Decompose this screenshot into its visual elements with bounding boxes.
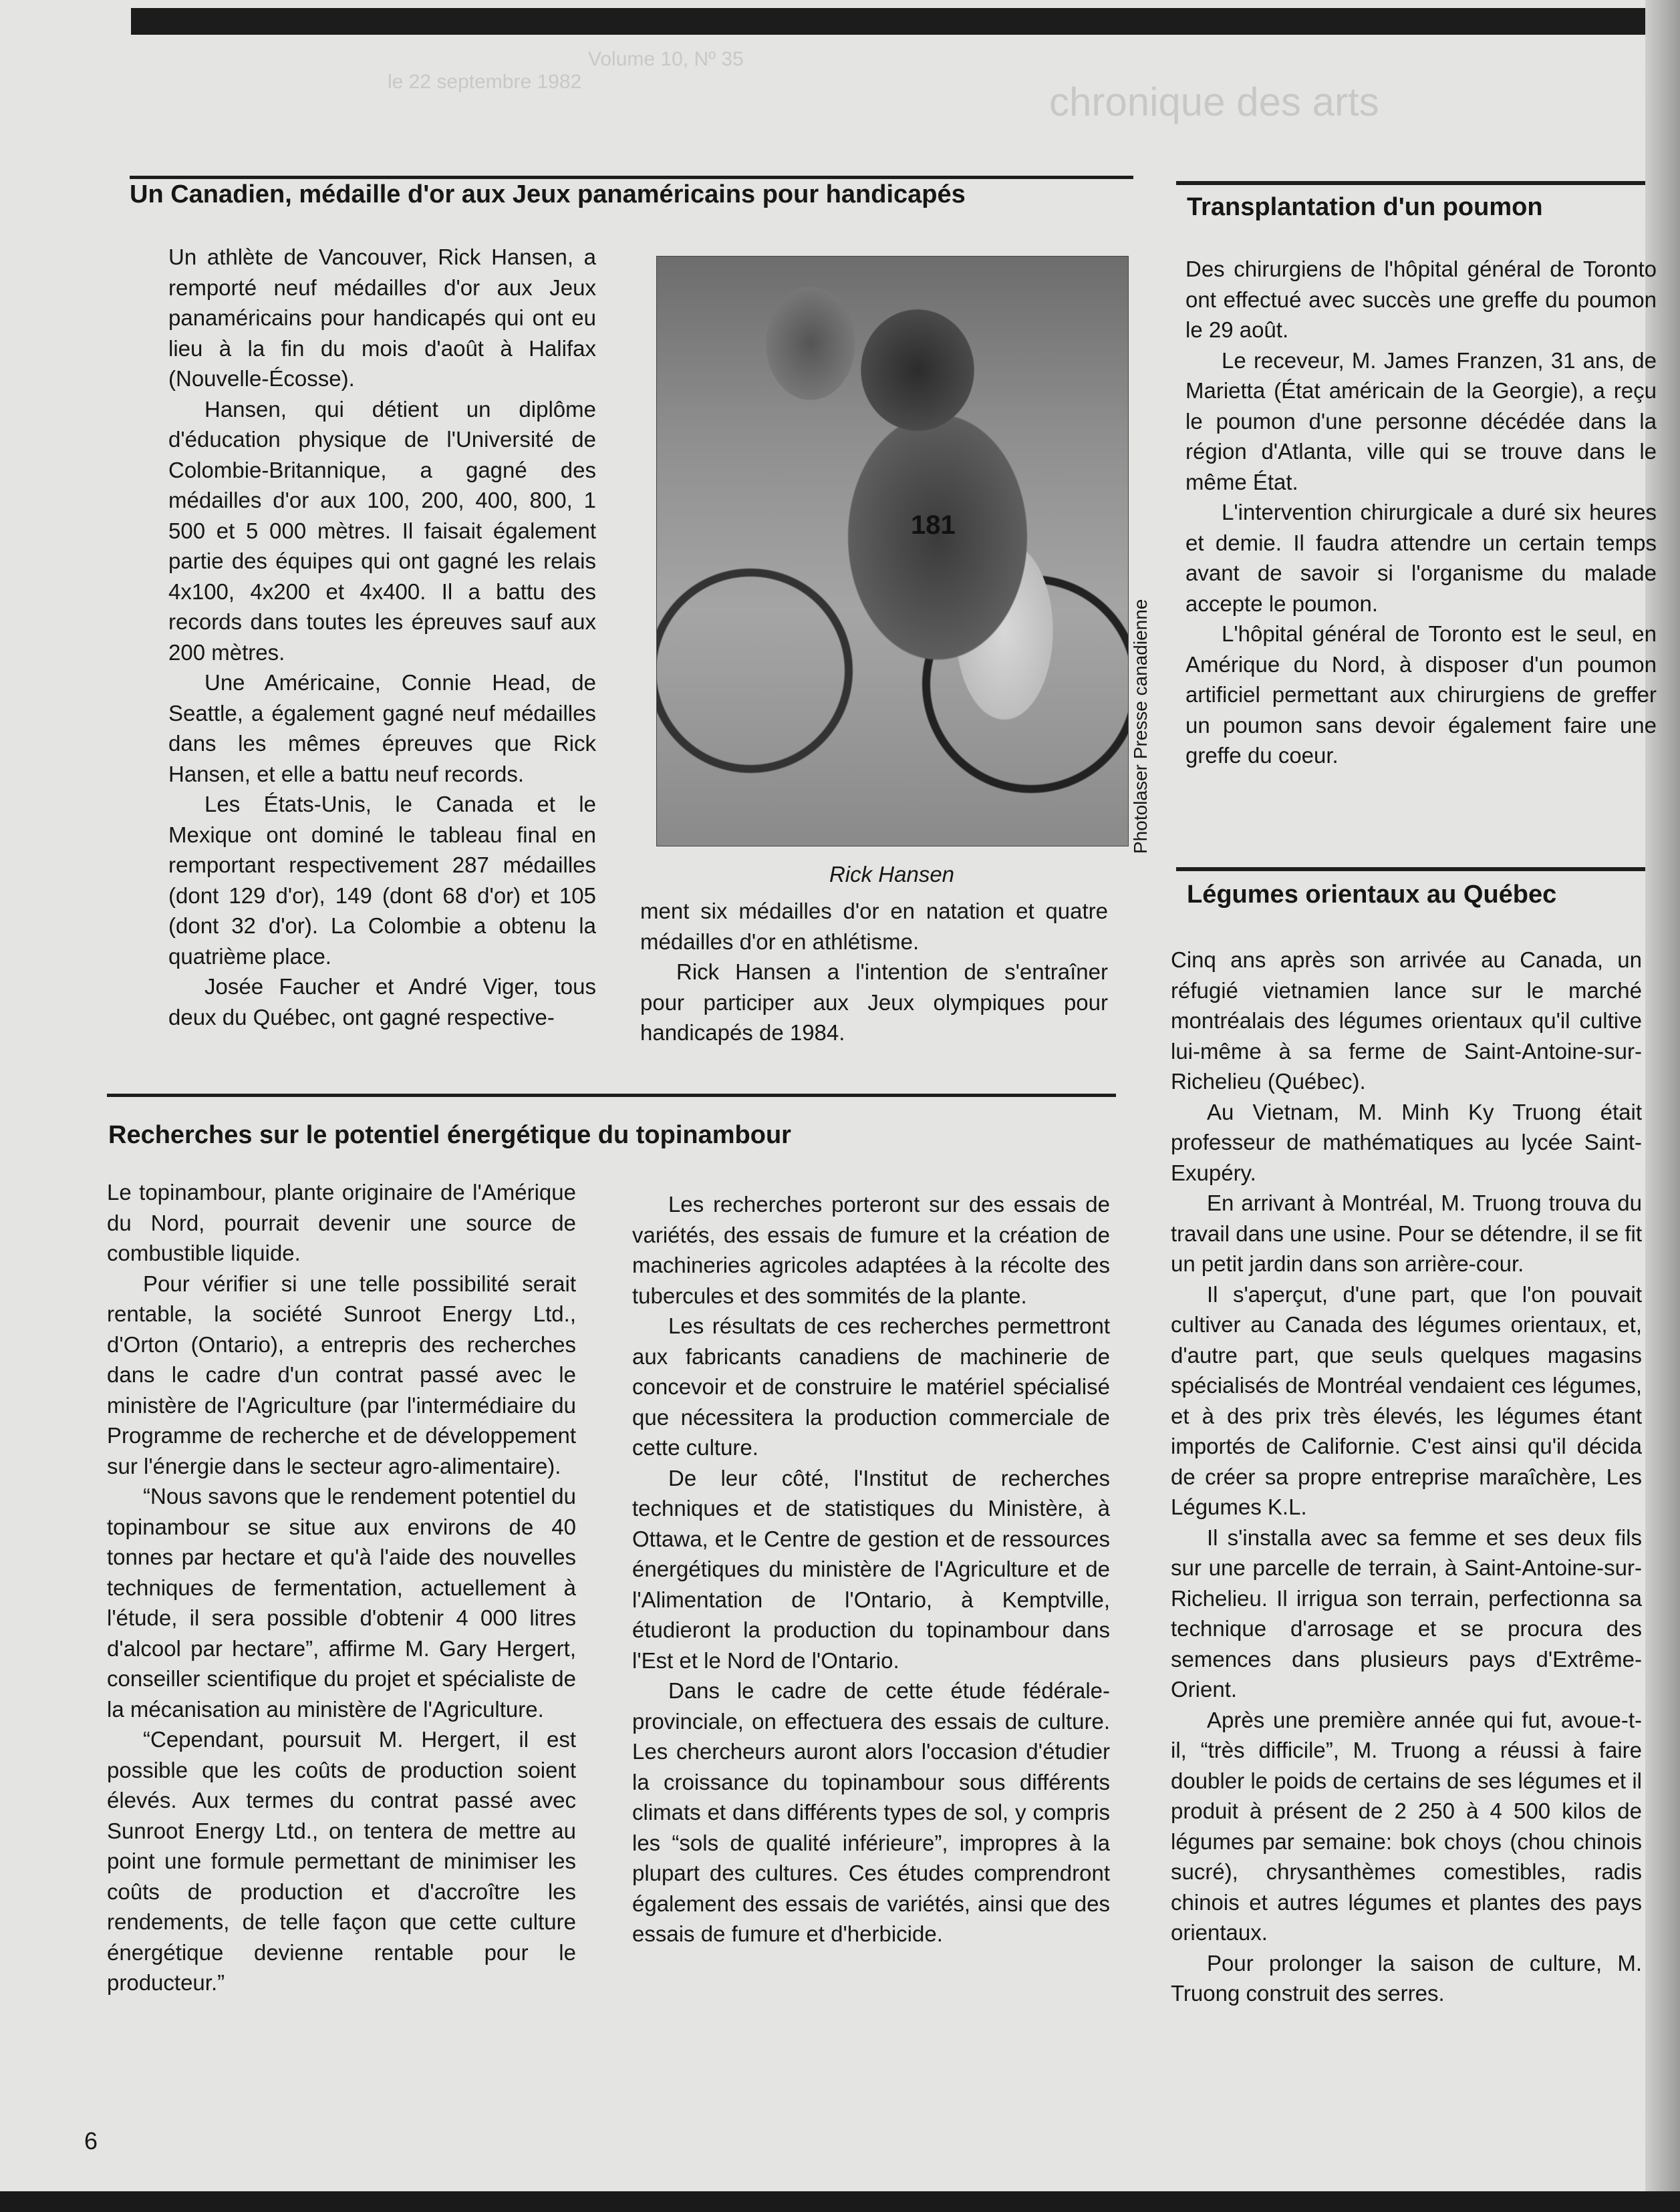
rule-legumes: [1176, 867, 1645, 871]
paragraph: “Nous savons que le rendement potentiel du topinambour se situe aux environs de 40 tonnes par hectare et qu'à l'aide des nouvelles techniques de fermentation, actuellement à l'étude, il sera possible d'obtenir 4 000 litres d'alcool par hectare”, affirme M. Gary Hergert, conseiller scientifique du projet et spécialiste de la mécanisation au ministère de l'Agriculture.: [107, 1484, 576, 1722]
paragraph: Rick Hansen a l'intention de s'entraîner pour participer aux Jeux olympiques pour handicapés de 1984.: [640, 959, 1108, 1045]
paragraph: “Cependant, poursuit M. Hergert, il est possible que les coûts de production soient élevés. Aux termes du contrat passé avec Sunroot Energy Ltd., on tentera de mettre au point une formule permettant de minimiser les coûts de production et d'accroître les rendements, de telle façon que cette culture énergétique devienne rentable pour le producteur.”: [107, 1727, 576, 1995]
photo-rick-hansen: [656, 256, 1129, 846]
paragraph: Les résultats de ces recherches permettront aux fabricants canadiens de machinerie de concevoir et de construire le matériel spécialisé que nécessitera la production commerciale de cette culture.: [632, 1313, 1110, 1460]
hansen-column-1: [168, 242, 596, 1032]
ghost-date: le 22 septembre 1982: [388, 71, 582, 93]
ghost-volume: Volume 10, Nº 35: [588, 48, 744, 70]
headline-topinambour: Recherches sur le potentiel énergétique du topinambour: [108, 1121, 791, 1149]
bottom-black-bar: [0, 2191, 1680, 2212]
paragraph: L'hôpital général de Toronto est le seul, en Amérique du Nord, à disposer d'un poumon artificiel permettant aux chirurgiens de greffer un poumon sans devoir également faire une greffe du coeur.: [1185, 621, 1657, 768]
headline-hansen: Un Canadien, médaille d'or aux Jeux panaméricains pour handicapés: [130, 180, 966, 208]
headline-poumon: Transplantation d'un poumon: [1187, 193, 1543, 221]
ghost-header: chronique des arts: [1049, 80, 1379, 124]
paragraph: Il s'aperçut, d'une part, que l'on pouvait cultiver au Canada des légumes orientaux, et, d'autre part, que seuls quelques magasins spécialisés de Montréal vendaient ces légumes, et à des prix très élevés, les légumes étant importés de Californie. C'est ainsi qu'il décida de créer sa propre entreprise maraîchère, Les Légumes K.L.: [1171, 1281, 1642, 1519]
paragraph: Au Vietnam, M. Minh Ky Truong était professeur de mathématiques au lycée Saint-Exupéry.: [1171, 1099, 1642, 1185]
poumon-column: [1185, 254, 1657, 771]
paragraph: L'intervention chirurgicale a duré six heures et demie. Il faudra attendre un certain temps avant de savoir si l'organisme du malade accepte le poumon.: [1185, 500, 1657, 616]
paragraph: Une Américaine, Connie Head, de Seattle, a également gagné neuf médailles dans les mêmes épreuves que Rick Hansen, et elle a battu neuf records.: [168, 670, 596, 786]
rule-poumon: [1176, 181, 1645, 185]
paragraph: Un athlète de Vancouver, Rick Hansen, a remporté neuf médailles d'or aux Jeux panaméricains pour handicapés qui ont eu lieu à la fin du mois d'août à Halifax (Nouvelle-Écosse).: [168, 245, 596, 391]
paragraph: Cinq ans après son arrivée au Canada, un réfugié vietnamien lance sur le marché montréalais des légumes orientaux qu'il cultive lui-même à sa ferme de Saint-Antoine-sur-Richelieu (Québec).: [1171, 947, 1642, 1094]
paragraph: Des chirurgiens de l'hôpital général de Toronto ont effectué avec succès une greffe du poumon le 29 août.: [1185, 257, 1657, 342]
paragraph: Josée Faucher et André Viger, tous deux du Québec, ont gagné respective-: [168, 974, 596, 1030]
topinambour-column-1: [107, 1177, 576, 1998]
bib-number: 181: [911, 510, 956, 540]
paragraph: Pour vérifier si une telle possibilité serait rentable, la société Sunroot Energy Ltd., d'Orton (Ontario), a entrepris des recherches dans le cadre d'un contrat passé avec le ministère de l'Agriculture (par l'intermédiaire du Programme de recherche et de développement sur l'énergie dans le secteur agro-alimentaire).: [107, 1271, 576, 1478]
paragraph: Après une première année qui fut, avoue-t-il, “très difficile”, M. Truong a réussi à faire doubler le poids de certains de ses légumes et il produit à présent de 2 250 à 4 500 kilos de légumes par semaine: bok choys (chou chinois sucré), chrysanthèmes comestibles, radis chinois et autres légumes et plantes des pays orientaux.: [1171, 1707, 1642, 1945]
page-number: 6: [84, 2127, 98, 2155]
legumes-column: [1171, 945, 1642, 2009]
paragraph: ment six médailles d'or en natation et quatre médailles d'or en athlétisme.: [640, 899, 1108, 954]
photo-caption: Rick Hansen: [829, 862, 955, 887]
hansen-column-2: [640, 896, 1108, 1048]
top-black-bar: [131, 8, 1680, 35]
topinambour-column-2: [632, 1189, 1110, 1949]
paragraph: Hansen, qui détient un diplôme d'éducation physique de l'Université de Colombie-Britannique, a gagné des médailles d'or aux 100, 200, 400, 800, 1 500 et 5 000 mètres. Il faisait également partie des équipes qui ont gagné les relais 4x100, 4x200 et 4x400. Il a battu des records dans toutes les épreuves sauf aux 200 mètres.: [168, 396, 596, 665]
paragraph: Il s'installa avec sa femme et ses deux fils sur une parcelle de terrain, à Saint-Antoine-sur-Richelieu. Il irrigua son terrain, perfectionna sa technique d'arrosage et se procura des semences dans plusieurs pays d'Extrême-Orient.: [1171, 1525, 1642, 1702]
paragraph: En arrivant à Montréal, M. Truong trouva du travail dans une usine. Pour se détendre, il se fit un petit jardin dans son arrière-cour.: [1171, 1191, 1642, 1276]
paragraph: Le receveur, M. James Franzen, 31 ans, de Marietta (État américain de la Georgie), a reçu le poumon d'une personne décédée dans la région d'Atlanta, ville qui se trouve dans le même État.: [1185, 347, 1657, 494]
paragraph: Dans le cadre de cette étude fédérale-provinciale, on effectuera des essais de culture. Les chercheurs auront alors l'occasion d'étudier la croissance du topinambour sous différents climats et dans différents types de sol, y compris les “sols de qualité inférieure”, impropres à la plupart des cultures. Ces études comprendront également des essais de variétés, ainsi que des essais de fumure et d'herbicide.: [632, 1678, 1110, 1946]
paragraph: Pour prolonger la saison de culture, M. Truong construit des serres.: [1171, 1950, 1642, 2006]
paragraph: Le topinambour, plante originaire de l'Amérique du Nord, pourrait devenir une source de combustible liquide.: [107, 1180, 576, 1265]
paragraph: De leur côté, l'Institut de recherches techniques et de statistiques du Ministère, à Ottawa, et le Centre de gestion et de ressources énergétiques du ministère de l'Agriculture et de l'Alimentation de l'Ontario, à Kemptville, étudieront la production du topinambour dans l'Est et le Nord de l'Ontario.: [632, 1465, 1110, 1673]
photo-credit: Photolaser Presse canadienne: [1130, 599, 1151, 854]
paragraph: Les recherches porteront sur des essais de variétés, des essais de fumure et la création de machineries agricoles adaptées à la récolte des tubercules et des sommités de la plante.: [632, 1192, 1110, 1308]
paragraph: Les États-Unis, le Canada et le Mexique ont dominé le tableau final en remportant respectivement 287 médailles (dont 129 d'or), 149 (dont 68 d'or) et 105 (dont 32 d'or). La Colombie a obtenu la quatrième place.: [168, 792, 596, 969]
headline-legumes: Légumes orientaux au Québec: [1187, 881, 1557, 909]
rule-topinambour: [107, 1094, 1116, 1097]
